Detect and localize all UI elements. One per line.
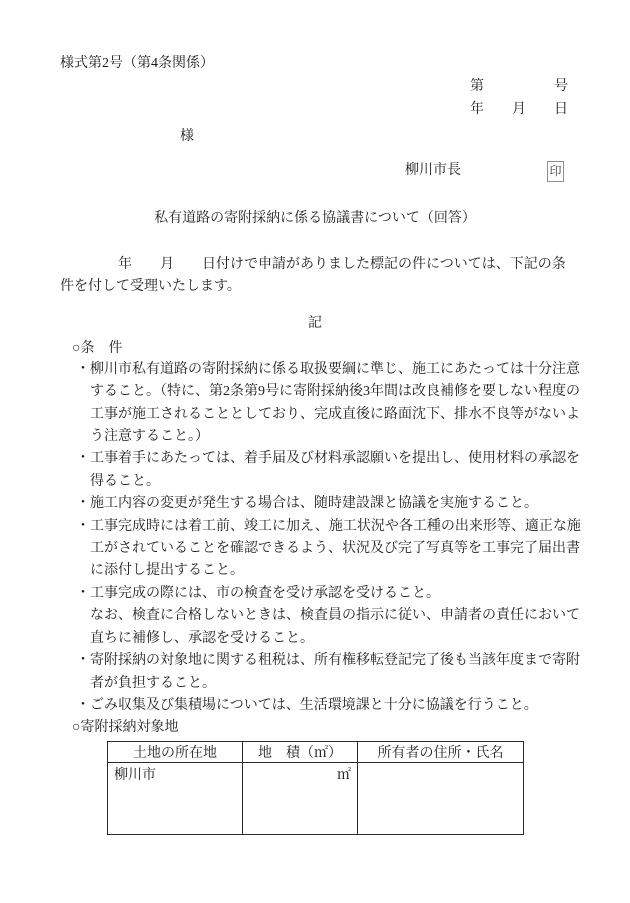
bullet-marker: ・ bbox=[76, 361, 90, 377]
conditions-list bbox=[76, 359, 582, 718]
table-header-cell: 所有者の住所・氏名 bbox=[358, 742, 524, 763]
date-line: 年 月 日 bbox=[470, 102, 568, 117]
condition-item bbox=[76, 448, 582, 493]
bullet-marker: ・ bbox=[76, 697, 90, 713]
condition-item bbox=[76, 583, 582, 650]
table-header-row bbox=[108, 742, 524, 763]
bullet-marker: ・ bbox=[76, 451, 90, 467]
ki-heading: 記 bbox=[308, 315, 322, 331]
donation-target-table bbox=[107, 741, 524, 835]
table-cell-owner bbox=[358, 763, 524, 835]
bullet-marker: ・ bbox=[76, 585, 90, 601]
seal-placeholder-box: 印 bbox=[547, 161, 564, 182]
sender-row bbox=[405, 160, 564, 182]
condition-text: 工事完成の際には、市の検査を受け承認を受けること。 bbox=[90, 585, 440, 601]
table-cell-location: 柳川市 bbox=[108, 763, 243, 835]
condition-text: 工事完成時には着工前、竣工に加え、施工状況や各工種の出来形等、適正な施工がされていることを確認できるよう、状況及び完了写真等を工事完了届出書に添付し提出すること。 bbox=[90, 518, 581, 579]
table-cell-area: ㎡ bbox=[243, 763, 358, 835]
table-row bbox=[108, 763, 524, 835]
condition-text: 寄附採納の対象地に関する租税は、所有権移転登記完了後も当該年度まで寄附者が負担すること。 bbox=[90, 653, 580, 691]
bullet-marker: ・ bbox=[76, 496, 90, 512]
condition-item bbox=[76, 359, 582, 449]
sender-name: 柳川市長 bbox=[405, 163, 461, 178]
table-header-cell: 地 積（㎡） bbox=[243, 742, 358, 763]
condition-item bbox=[76, 695, 582, 717]
table-header-cell: 土地の所在地 bbox=[108, 742, 243, 763]
condition-text: 工事着手にあたっては、着手届及び材料承認願いを提出し、使用材料の承認を得ること。 bbox=[90, 451, 580, 489]
form-number-label: 様式第2号（第4条関係） bbox=[60, 56, 214, 71]
bullet-marker: ・ bbox=[76, 653, 90, 669]
document-number-line: 第 号 bbox=[470, 79, 568, 94]
condition-text: 施工内容の変更が発生する場合は、随時建設課と協議を実施すること。 bbox=[90, 496, 538, 512]
addressee-honorific: 様 bbox=[180, 129, 194, 144]
condition-text: ごみ収集及び集積場については、生活環境課と十分に協議を行うこと。 bbox=[90, 697, 538, 713]
conditions-heading: ○条 件 bbox=[72, 340, 123, 356]
bullet-marker: ・ bbox=[76, 518, 90, 534]
document-title: 私有道路の寄附採納に係る協議書について（回答） bbox=[154, 211, 476, 226]
condition-item bbox=[76, 650, 582, 695]
condition-item bbox=[76, 516, 582, 583]
condition-item bbox=[76, 493, 582, 515]
condition-note: なお、検査に合格しないときは、検査員の指示に従い、申請者の責任において直ちに補修し、承認を受けること。 bbox=[90, 608, 580, 646]
condition-text: 柳川市私有道路の寄附採納に係る取扱要綱に準じ、施工にあたっては十分注意すること。（特に、第2条第9号に寄附採納後3年間は改良補修を要しない程度の工事が施工されることとしており、完成直後に路面沈下、排水不良等がないよう注意すること。） bbox=[90, 361, 580, 445]
donation-target-heading: ○寄附採納対象地 bbox=[72, 720, 179, 736]
intro-paragraph: 年 月 日付けで申請がありました標記の件については、下記の条件を付して受理いたします。 bbox=[60, 257, 566, 295]
